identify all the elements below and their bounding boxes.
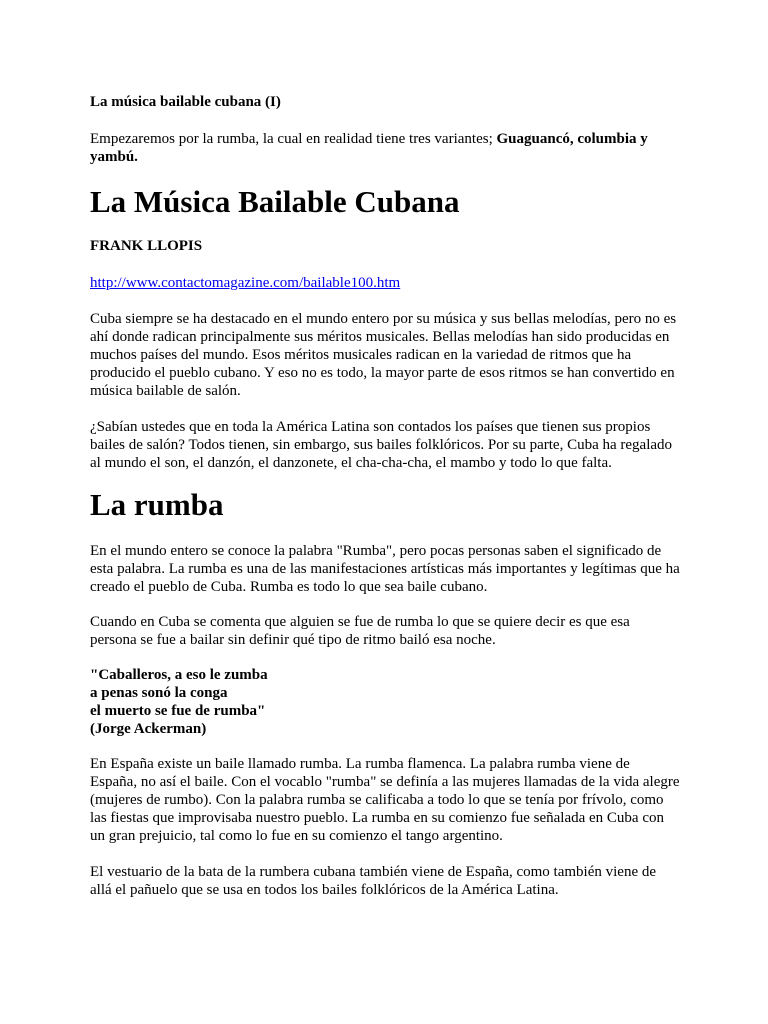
source-link[interactable]: http://www.contactomagazine.com/bailable100.htm — [90, 275, 401, 291]
intro-text: Empezaremos por la rumba, la cual en realidad tiene tres variantes; — [90, 131, 497, 147]
paragraph-6: El vestuario de la bata de la rumbera cubana también viene de España, como también viene de allá el pañuelo que se usa en todos los bailes folklóricos de la América Latina. — [90, 864, 657, 898]
paragraph-1: Cuba siempre se ha destacado en el mundo entero por su música y sus bellas melodías, pero no es ahí donde radican principalmente sus méritos musicales. Bellas melodías han sido producidas en muchos países del mundo. Esos méritos musicales radican en la variedad de ritmos que ha producido el pueblo cubano. Y eso no es todo, la mayor parte de esos ritmos se han convertido en música bailable de salón. — [90, 311, 677, 399]
document-small-title: La música bailable cubana (I) — [90, 94, 281, 110]
intro-bold-variants: Guaguancó, columbia y yambú. — [90, 131, 648, 165]
author-name: FRANK LLOPIS — [90, 238, 203, 254]
paragraph-3: En el mundo entero se conoce la palabra "Rumba", pero pocas personas saben el significado de esta palabra. La rumba es una de las manifestaciones artísticas más importantes y legítimas que ha creado el pueblo de Cuba. Rumba es todo lo que sea baile cubano. — [90, 543, 680, 595]
paragraph-4: Cuando en Cuba se comenta que alguien se fue de rumba lo que se quiere decir es que esa persona se fue a bailar sin definir qué tipo de ritmo bailó esa noche. — [90, 614, 630, 648]
quote-line-3: el muerto se fue de rumba" — [90, 703, 266, 719]
section-heading-rumba: La rumba — [90, 487, 224, 522]
paragraph-5: En España existe un baile llamado rumba. La rumba flamenca. La palabra rumba viene de España, no así el baile. Con el vocablo "rumba" se definía a las mujeres llamadas de la vida alegre (mujeres de rumbo). Con la palabra rumba se calificaba a todo lo que se tenía por frívolo, como las fiestas que improvisaba nuestro pueblo. La rumba en su comienzo fue señalada en Cuba con un gran prejuicio, tal como lo fue en su comienzo el tango argentino. — [90, 756, 680, 844]
main-heading: La Música Bailable Cubana — [90, 184, 460, 219]
quote-line-2: a penas sonó la conga — [90, 685, 228, 701]
paragraph-2: ¿Sabían ustedes que en toda la América Latina son contados los países que tienen sus propios bailes de salón? Todos tienen, sin embargo, sus bailes folklóricos. Por su parte, Cuba ha regalado al mundo el son, el danzón, el danzonete, el cha-cha-cha, el mambo y todo lo que falta. — [90, 419, 673, 471]
quote-attribution: (Jorge Ackerman) — [90, 721, 207, 737]
rumba-quote — [90, 666, 268, 738]
intro-paragraph — [90, 130, 680, 166]
quote-line-1: "Caballeros, a eso le zumba — [90, 667, 268, 683]
